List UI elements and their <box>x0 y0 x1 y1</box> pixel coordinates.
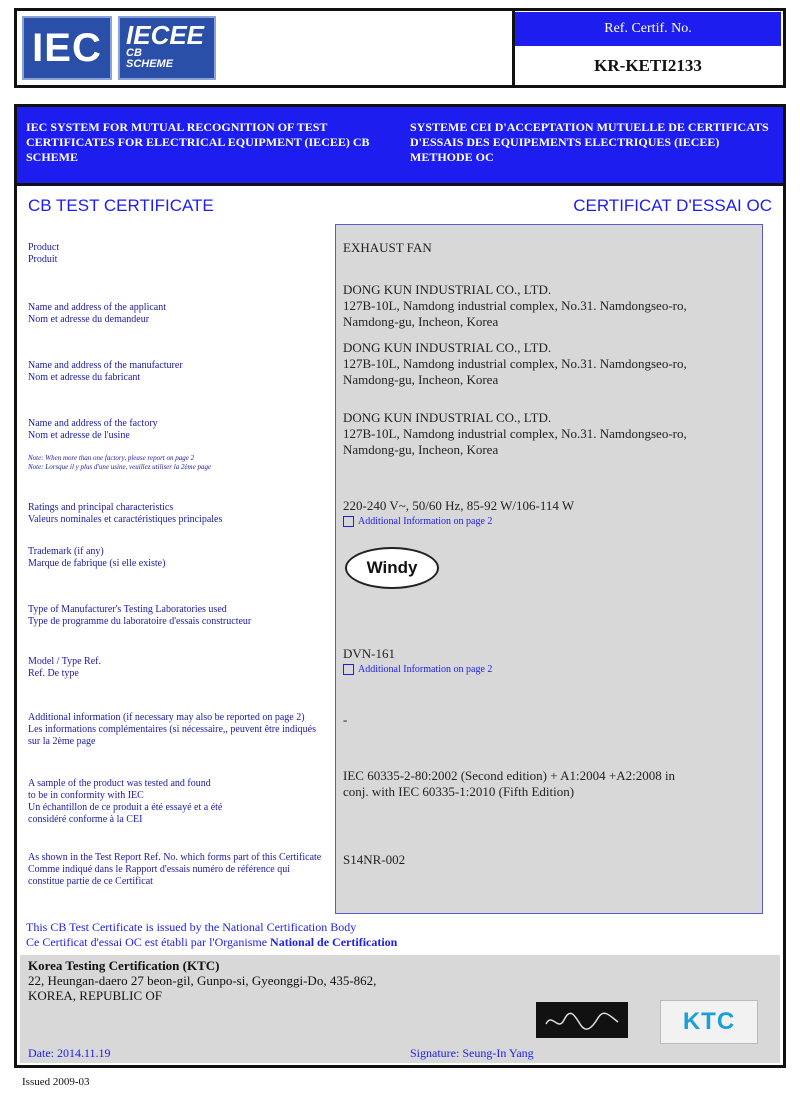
model-value <box>343 646 758 678</box>
additional-info-value: - <box>343 712 348 727</box>
applicant-value <box>343 282 758 330</box>
model-text: DVN-161 <box>343 646 395 661</box>
ktc-logo <box>660 1000 758 1044</box>
iecee-cb-scheme-logo <box>118 16 216 80</box>
applicant-label-en: Name and address of the applicant <box>28 302 167 313</box>
factory-note-fr: Note: Lorsque il y plus d'une usine, veuillez utiliser la 2ème page <box>28 463 212 471</box>
ratings-additional-text: Additional Information on page 2 <box>358 516 493 527</box>
issue-date: Date: 2014.11.19 <box>28 1046 111 1060</box>
signature-image <box>536 1002 628 1038</box>
issuing-body-fr-bold: National de Certification <box>270 935 398 949</box>
additional-info-label-en: Additional information (if necessary may also be reported on page 2) <box>28 712 305 723</box>
test-report-label-fr: Comme indiqué dans le Rapport d'essais numéro de référence qui constitue partie de ce Certificat <box>28 864 291 887</box>
model-additional-checkbox[interactable] <box>343 664 354 675</box>
banner-text-fr: SYSTEME CEI D'ACCEPTATION MUTUELLE DE CERTIFICATS D'ESSAIS DES EQUIPEMENTS ELECTRIQUES (IECEE) METHODE OC <box>410 120 769 164</box>
iec-logo-text: IEC <box>32 25 102 70</box>
manufacturer-label-fr: Nom et adresse du fabricant <box>28 372 141 383</box>
iecee-logo-text: IECEE <box>126 20 205 50</box>
trademark-logo <box>345 547 439 589</box>
issued-version: Issued 2009-03 <box>22 1076 90 1088</box>
trademark-label-en: Trademark (if any) <box>28 546 104 557</box>
factory-line-2: 127B-10L, Namdong industrial complex, No.31. Namdongseo-ro, <box>343 426 687 441</box>
signature-scribble-icon <box>540 1006 624 1034</box>
signature-name: Signature: Seung-In Yang <box>410 1046 534 1060</box>
cb-logo-text: CB <box>126 47 142 59</box>
factory-line-3: Namdong-gu, Incheon, Korea <box>343 442 499 457</box>
issuer-address <box>28 958 376 1003</box>
iec-logo <box>22 16 112 80</box>
test-report-label-en: As shown in the Test Report Ref. No. which forms part of this Certificate <box>28 852 322 863</box>
ktc-logo-text: KTC <box>682 1008 736 1035</box>
issuing-body-fr <box>26 935 397 950</box>
standard-line-2: conj. with IEC 60335-1:2010 (Fifth Edition) <box>343 784 575 799</box>
applicant-label <box>28 302 324 326</box>
product-label <box>28 242 324 266</box>
factory-label <box>28 418 324 472</box>
sample-conformity-label <box>28 778 324 826</box>
sample-label-fr-2: considéré conforme à la CEI <box>28 814 143 825</box>
trademark-label-fr: Marque de fabrique (si elle existe) <box>28 558 166 569</box>
additional-info-label-fr: Les informations complémentaires (si nécessaire,, peuvent être indiqués sur la 2ème page <box>28 724 316 747</box>
model-label-fr: Ref. De type <box>28 668 79 679</box>
issuer-org-name: Korea Testing Certification (KTC) <box>28 958 220 973</box>
factory-label-en: Name and address of the factory <box>28 418 158 429</box>
manufacturer-line-1: DONG KUN INDUSTRIAL CO., LTD. <box>343 340 552 355</box>
manufacturer-label-en: Name and address of the manufacturer <box>28 360 183 371</box>
ref-certif-label: Ref. Certif. No. <box>515 12 781 46</box>
trademark-label <box>28 546 324 570</box>
trademark-logo-text: Windy <box>366 558 418 577</box>
applicant-label-fr: Nom et adresse du demandeur <box>28 314 150 325</box>
sample-label-en-1: A sample of the product was tested and found <box>28 778 211 789</box>
factory-note-en: Note: When more than one factory, please report on page 2 <box>28 454 195 462</box>
issuing-body-fr-prefix: Ce Certificat d'essai OC est établi par l'Organisme <box>26 935 271 949</box>
model-label <box>28 656 324 680</box>
scheme-logo-text: SCHEME <box>126 58 174 70</box>
manufacturer-line-2: 127B-10L, Namdong industrial complex, No.31. Namdongseo-ro, <box>343 356 687 371</box>
ratings-value <box>343 498 758 530</box>
certificate-title-fr: CERTIFICAT D'ESSAI OC <box>573 196 772 215</box>
testing-labs-label <box>28 604 324 628</box>
ratings-label-fr: Valeurs nominales et caractéristiques principales <box>28 514 223 525</box>
issuer-address-line-1: 22, Heungan-daero 27 beon-gil, Gunpo-si, Gyeonggi-Do, 435-862, <box>28 973 377 988</box>
model-additional-text: Additional Information on page 2 <box>358 664 493 675</box>
product-value: EXHAUST FAN <box>343 240 432 255</box>
manufacturer-value <box>343 340 758 388</box>
test-report-label <box>28 852 324 888</box>
sample-label-en-2: to be in conformity with IEC <box>28 790 144 801</box>
factory-label-fr: Nom et adresse de l'usine <box>28 430 130 441</box>
ratings-label-en: Ratings and principal characteristics <box>28 502 174 513</box>
applicant-line-2: 127B-10L, Namdong industrial complex, No.31. Namdongseo-ro, <box>343 298 687 313</box>
issuing-body-statement <box>26 920 397 950</box>
ref-certif-number: KR-KETI2133 <box>594 56 702 75</box>
applicant-line-3: Namdong-gu, Incheon, Korea <box>343 314 499 329</box>
standard-value <box>343 768 758 800</box>
manufacturer-line-3: Namdong-gu, Incheon, Korea <box>343 372 499 387</box>
issuer-address-line-2: KOREA, REPUBLIC OF <box>28 988 162 1003</box>
factory-line-1: DONG KUN INDUSTRIAL CO., LTD. <box>343 410 552 425</box>
test-report-number: S14NR-002 <box>343 852 406 867</box>
banner-text-en: IEC SYSTEM FOR MUTUAL RECOGNITION OF TEST CERTIFICATES FOR ELECTRICAL EQUIPMENT (IECEE) CB SCHEME <box>26 120 370 164</box>
ratings-text: 220-240 V~, 50/60 Hz, 85-92 W/106-114 W <box>343 498 575 513</box>
factory-value <box>343 410 758 458</box>
sample-label-fr-1: Un échantillon de ce produit a été essayé et a été <box>28 802 223 813</box>
additional-info-label <box>28 712 324 748</box>
product-label-en: Product <box>28 242 60 253</box>
model-label-en: Model / Type Ref. <box>28 656 101 667</box>
ratings-label <box>28 502 324 526</box>
standard-line-1: IEC 60335-2-80:2002 (Second edition) + A1:2004 +A2:2008 in <box>343 768 676 783</box>
product-label-fr: Produit <box>28 254 58 265</box>
testing-labs-label-en: Type of Manufacturer's Testing Laboratories used <box>28 604 227 615</box>
testing-labs-label-fr: Type de programme du laboratoire d'essais constructeur <box>28 616 252 627</box>
manufacturer-label <box>28 360 324 384</box>
issuing-body-en: This CB Test Certificate is issued by the National Certification Body <box>26 920 357 934</box>
ratings-additional-checkbox[interactable] <box>343 516 354 527</box>
applicant-line-1: DONG KUN INDUSTRIAL CO., LTD. <box>343 282 552 297</box>
certificate-title-en: CB TEST CERTIFICATE <box>28 196 214 215</box>
